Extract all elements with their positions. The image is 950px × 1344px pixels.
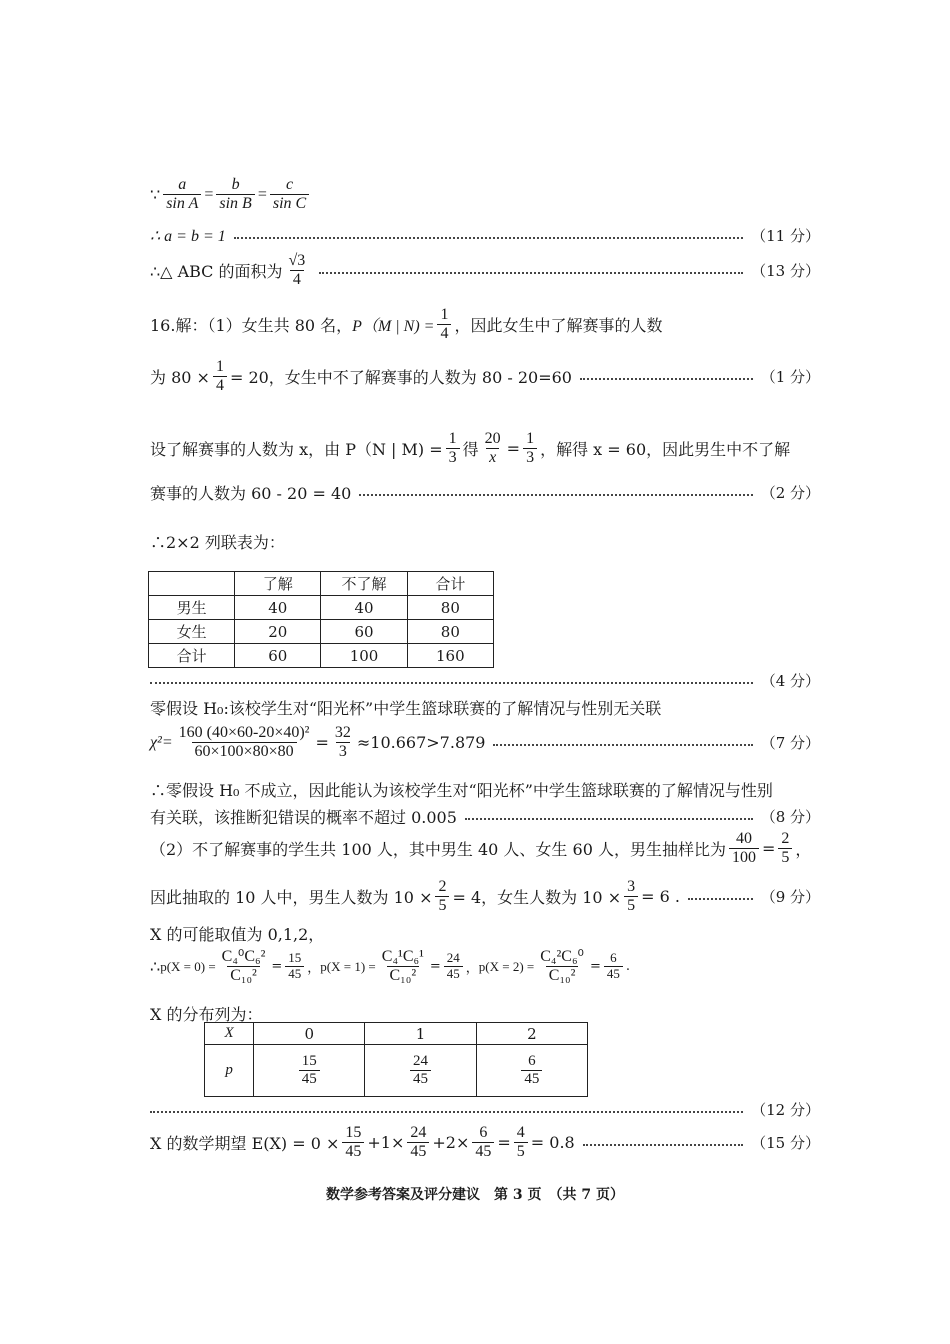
table-row: 女生 20 60 80 bbox=[149, 620, 494, 644]
fraction-3-5: $\frac{3}{5}$ bbox=[624, 878, 638, 916]
score-mark: （7 分） bbox=[760, 734, 820, 753]
law-of-sines-line: ∵ $\frac{a}{\text{sin A}}$ = $\frac{b}{\text{sin B}}$ = $\frac{c}{\text{sin C}}$ bbox=[150, 176, 820, 214]
fraction-6-45: $\frac{6}{45}$ bbox=[521, 1053, 542, 1089]
score-mark: （1 分） bbox=[760, 368, 820, 387]
table-row: 男生 40 40 80 bbox=[149, 596, 494, 620]
distribution-intro: X 的分布列为： bbox=[150, 1005, 263, 1024]
fraction-sqrt3-4: $\frac{√3}{4}$ bbox=[288, 252, 306, 289]
score-mark: （13 分） bbox=[751, 262, 820, 281]
distribution-table bbox=[204, 1022, 588, 1097]
combination-fraction-0: $\frac{\text{C₄⁰C₆²}}{\text{C₁₀²}}$ bbox=[221, 948, 266, 985]
fraction-24-45: $\frac{24}{45}$ bbox=[407, 1124, 429, 1162]
a-equals-b-line: ∴ a = b = 1 （11 分） bbox=[150, 227, 820, 245]
dot-leader bbox=[359, 494, 752, 496]
expectation-line: X 的数学期望 E(X) = 0 × $\frac{15}{45}$ +1× $\frac{24}{45}$ +2× $\frac{6}{45}$ = $\frac{4}{5}$ = 0.8 （15 分） bbox=[150, 1124, 820, 1161]
fraction-b-sinB: $\frac{b}{\text{sin B}}$ bbox=[216, 176, 254, 214]
contingency-table-intro: ∴2×2 列联表为： bbox=[150, 533, 285, 552]
chi-square-fraction: $\frac{\text{160 (40×60-20×40)²}}{60\times 100\times 80\times 80}$ bbox=[178, 724, 310, 761]
score-mark: （2 分） bbox=[760, 484, 820, 502]
fraction-24-45: $\frac{24}{45}$ bbox=[444, 951, 463, 982]
fraction-40-100: $\frac{40}{100}$ bbox=[729, 830, 759, 868]
q16-intro-line: 16.解：（1）女生共 80 名， P（M | N) = $\frac{1}{4}$ ，因此女生中了解赛事的人数 bbox=[150, 306, 663, 343]
fraction-1-4: $\frac{1}{4}$ bbox=[437, 306, 451, 344]
table-row: p $\frac{15}{45}$ $\frac{24}{45}$ $\frac{6}{45}$ bbox=[205, 1045, 588, 1097]
fraction-2-5: $\frac{2}{5}$ bbox=[435, 878, 449, 916]
conclusion-line-1: ∴零假设 H₀ 不成立，因此能认为该校学生对“阳光杯”中学生篮球联赛的了解情况与性别 bbox=[150, 781, 773, 800]
dot-leader bbox=[234, 237, 743, 239]
fraction-1-3: $\frac{1}{3}$ bbox=[446, 430, 460, 468]
fraction-4-5: $\frac{4}{5}$ bbox=[514, 1124, 528, 1162]
distribution-score-line bbox=[150, 1099, 820, 1120]
dot-leader bbox=[150, 1111, 743, 1113]
dot-leader bbox=[580, 378, 753, 380]
dot-leader bbox=[319, 272, 743, 274]
score-mark: （15 分） bbox=[751, 1134, 820, 1153]
fraction-6-45: $\frac{6}{45}$ bbox=[472, 1124, 494, 1162]
fraction-2-5: $\frac{2}{5}$ bbox=[778, 830, 792, 868]
dot-leader bbox=[688, 898, 753, 900]
fraction-a-sinA: $\frac{a}{\text{sin A}}$ bbox=[163, 176, 201, 214]
fraction-6-45: $\frac{6}{45}$ bbox=[604, 951, 623, 982]
table-header-row: 了解 不了解 合计 bbox=[149, 572, 494, 596]
combination-fraction-2: $\frac{\text{C₄²C₆⁰}}{\text{C₁₀²}}$ bbox=[540, 948, 584, 985]
dot-leader bbox=[493, 744, 752, 746]
table-row: 合计 60 100 160 bbox=[149, 644, 494, 668]
fraction-20-x: $\frac{20}{x}$ bbox=[484, 430, 501, 467]
fraction-1-3: $\frac{1}{3}$ bbox=[523, 430, 537, 468]
boys-unaware-line: 赛事的人数为 60 - 20 = 40 （2 分） bbox=[150, 484, 820, 503]
probabilities-line: ∴ p(X = 0) = $\frac{\text{C₄⁰C₆²}}{\text{C₁₀²}}$ = $\frac{15}{45}$ ， p(X = 1) = $\frac{\text{C₄¹C₆¹}}{\text{C₁₀²}}$ = $\frac{24}{45}$ ， p(X = 2) = $\frac{\text{C₄²C₆⁰}}{\text{C₁₀²}}$ = $\frac{6}{45}$ . bbox=[150, 948, 631, 985]
fraction-15-45: $\frac{15}{45}$ bbox=[342, 1124, 364, 1162]
table-header-row: X 0 1 2 bbox=[205, 1023, 588, 1045]
girls-count-line: 为 80 × $\frac{1}{4}$ = 20，女生中不了解赛事的人数为 80 - 20=60 （1 分） bbox=[150, 358, 820, 395]
table-score-line bbox=[150, 670, 820, 691]
triangle-area-line: ∴△ ABC 的面积为 $\frac{√3}{4}$ （13 分） bbox=[150, 252, 820, 289]
fraction-c-sinC: $\frac{c}{\text{sin C}}$ bbox=[270, 176, 309, 214]
fraction-32-3: $\frac{32}{3}$ bbox=[334, 724, 351, 761]
contingency-table bbox=[148, 571, 494, 668]
score-mark: （4 分） bbox=[760, 672, 820, 690]
fraction-15-45: $\frac{15}{45}$ bbox=[285, 951, 304, 982]
conditional-probability-line: 设了解赛事的人数为 x，由 P（N | M) = $\frac{1}{3}$ 得 $\frac{20}{x}$ = $\frac{1}{3}$ ，解得 x = 60，因此男生中不了解 bbox=[150, 430, 791, 467]
fraction-15-45: $\frac{15}{45}$ bbox=[299, 1053, 320, 1089]
dot-leader bbox=[583, 1144, 743, 1146]
conclusion-line-2: 有关联，该推断犯错误的概率不超过 0.005 （8 分） bbox=[150, 808, 820, 827]
fraction-1-4: $\frac{1}{4}$ bbox=[213, 358, 227, 396]
chi-square-line: χ²= $\frac{\text{160 (40×60-20×40)²}}{60\times 100\times 80\times 80}$ = $\frac{32}{3}$ ≈10.667>7.879 （7 分） bbox=[150, 724, 820, 761]
score-mark: （9 分） bbox=[760, 888, 820, 907]
combination-fraction-1: $\frac{\text{C₄¹C₆¹}}{\text{C₁₀²}}$ bbox=[381, 948, 424, 985]
sampling-ratio-line: （2）不了解赛事的学生共 100 人，其中男生 40 人、女生 60 人，男生抽样比为 $\frac{40}{100}$ = $\frac{2}{5}$ ， bbox=[150, 830, 812, 867]
fraction-24-45: $\frac{24}{45}$ bbox=[410, 1053, 431, 1089]
dot-leader bbox=[465, 818, 753, 820]
sample-counts-line: 因此抽取的 10 人中，男生人数为 10 × $\frac{2}{5}$ = 4，女生人数为 10 × $\frac{3}{5}$ = 6 . （9 分） bbox=[150, 878, 820, 915]
score-mark: （8 分） bbox=[760, 808, 820, 826]
score-mark: （12 分） bbox=[751, 1101, 820, 1119]
null-hypothesis-line: 零假设 H₀:该校学生对“阳光杯”中学生篮球联赛的了解情况与性别无关联 bbox=[150, 699, 662, 718]
dot-leader bbox=[150, 682, 753, 684]
possible-values-line: X 的可能取值为 0,1,2， bbox=[150, 925, 325, 944]
page-footer: 数学参考答案及评分建议 第 3 页 （共 7 页） bbox=[326, 1187, 624, 1203]
score-mark: （11 分） bbox=[751, 227, 820, 245]
